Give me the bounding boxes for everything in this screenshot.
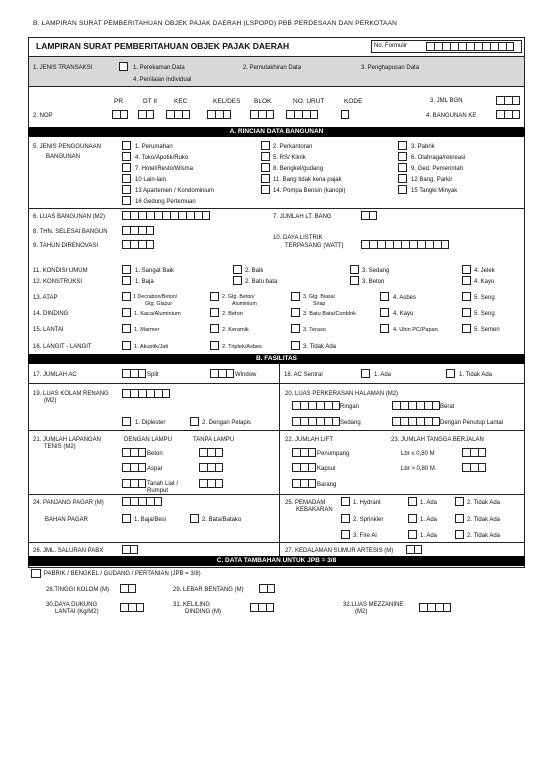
jpb-checkbox[interactable] — [398, 185, 407, 194]
jml-bgn-label: 3. JML BGN — [430, 98, 463, 104]
konstruksi-opt2: 2. Batu bata — [245, 279, 278, 285]
sprinkler-checkbox[interactable] — [341, 514, 350, 523]
langit-checkbox[interactable] — [210, 341, 219, 350]
lift-penumpang-label: Penumpang — [317, 451, 350, 457]
lift-penumpang-input[interactable] — [292, 448, 316, 457]
atap-opt3-line2: Sirap — [313, 301, 326, 307]
perkerasan-ringan-input[interactable] — [292, 401, 340, 410]
jpb-checkbox[interactable] — [122, 152, 131, 161]
kondisi-opt2: 2. Baik — [245, 268, 264, 274]
lantai-checkbox[interactable] — [462, 324, 471, 333]
tangga-label: 23. JUMLAH TANGGA BERJALAN — [391, 437, 484, 443]
jpb-checkbox[interactable] — [261, 152, 270, 161]
bangunan-ke-input[interactable] — [496, 110, 520, 119]
jpb-item: 14. Pompa Bensin (kanopi) — [273, 188, 346, 194]
daya-dukung-label: 30.DAYA DUKUNG — [46, 602, 98, 608]
jpb-item: 9. Ged. Pemerintah — [411, 166, 464, 172]
kolam-label2: (M2) — [44, 398, 57, 404]
jpb-checkbox[interactable] — [122, 174, 131, 183]
langit-opt1: 1. Akustik/Jati — [134, 344, 169, 350]
lift-label: 22. JUMLAH LIFT — [285, 437, 334, 443]
mezzanine-input[interactable] — [419, 603, 451, 612]
tenis-label2: TENIS (M2) — [44, 444, 76, 450]
nop-dt-header: DT II — [143, 98, 157, 105]
sprinkler-ada-label: 1. Ada — [420, 517, 438, 523]
atap-opt2: 2. Gtg. Beton/ — [222, 294, 255, 300]
lift-kapsul-label: Kapsul — [317, 466, 336, 472]
perkerasan-sedang-label: Sedang — [340, 420, 361, 426]
transaksi-opt2: 2. Pemutakhiran Data — [243, 65, 302, 71]
konstruksi-opt3: 3. Beton — [362, 279, 385, 285]
kondisi-checkbox[interactable] — [462, 265, 471, 274]
daya-dukung-input[interactable] — [120, 603, 144, 612]
pagar-label: 24. PANJANG PAGAR (M) — [33, 500, 104, 506]
nop-blok-input[interactable] — [250, 110, 274, 119]
fire-alarm-ada-label: 1. Ada — [420, 533, 438, 539]
nop-kode-header: KODE — [344, 98, 363, 105]
pabx-label: 26. JML. SALURAN PABX — [33, 548, 104, 554]
jpb-item: 12 Bang. Parkir — [411, 177, 453, 183]
jpb-item: 15 Tangki Minyak — [411, 188, 458, 194]
dinding-checkbox[interactable] — [380, 308, 389, 317]
ac-window-label: Window — [235, 372, 257, 378]
kolam-checkbox[interactable] — [190, 417, 199, 426]
luas-bangunan-label: 6. LUAS BANGUNAN (M2) — [33, 214, 106, 220]
konstruksi-checkbox[interactable] — [122, 276, 131, 285]
lift-kapsul-input[interactable] — [292, 463, 316, 472]
lantai-checkbox[interactable] — [380, 324, 389, 333]
konstruksi-opt4: 4. Kayu — [474, 279, 495, 285]
divider — [28, 56, 525, 57]
atap-checkbox[interactable] — [380, 292, 389, 301]
jumlah-lantai-label: 7. JUMLAH LT. BANG — [273, 214, 332, 220]
tenis-aspal-lampu-input[interactable] — [122, 463, 146, 472]
jpb-item: 3. Pabrik — [411, 144, 435, 150]
tangga-l2-input[interactable] — [462, 463, 486, 472]
kolam-input[interactable] — [122, 389, 170, 398]
pemadam-label2: KEBAKARAN — [296, 507, 333, 513]
lift-barang-label: Barang — [317, 482, 337, 488]
page-header: B. LAMPIRAN SURAT PEMBERITAHUAN OBJEK PAJAK DAERAH (LSPOPD) PBB PERDESAAN DAN PERKOTAAN — [33, 20, 398, 27]
nop-urut-input[interactable] — [286, 110, 318, 119]
pabx-input[interactable] — [122, 545, 138, 554]
jpb-checkbox[interactable] — [261, 141, 270, 150]
jpb-item: 13 Apartemen / Kondominium — [135, 188, 215, 194]
lantai-checkbox[interactable] — [291, 324, 300, 333]
column-divider — [279, 364, 280, 556]
tahun-renovasi-input[interactable] — [122, 240, 154, 249]
pagar-opt2: 2. Bata/Batako — [202, 517, 242, 523]
tenis-tanah-label2: Rumput — [147, 488, 169, 494]
ac-tidak-label: 1. Tidak Ada — [459, 372, 493, 378]
bangunan-ke-label: 4. BANGUNAN KE — [426, 113, 477, 119]
pagar-checkbox[interactable] — [190, 514, 199, 523]
jenis-transaksi-label: 1. JENIS TRANSAKSI — [33, 65, 93, 71]
jumlah-ac-label: 17. JUMLAH AC — [33, 372, 77, 378]
kondisi-checkbox[interactable] — [233, 265, 242, 274]
perkerasan-label: 20. LUAS PERKERASAN HALAMAN (M2) — [285, 391, 399, 397]
lebar-bentang-label: 29. LEBAR BENTANG (M) — [173, 587, 244, 593]
perkerasan-berat-label: Berat — [440, 404, 455, 410]
dinding-opt3: 3. Batu Bata/Conblok — [303, 311, 356, 317]
form-title: LAMPIRAN SURAT PEMBERITAHUAN OBJEK PAJAK DAERAH — [36, 41, 290, 51]
perkerasan-berat-input[interactable] — [392, 401, 440, 410]
dinding-checkbox[interactable] — [462, 308, 471, 317]
langit-checkbox[interactable] — [291, 341, 300, 350]
ac-sentral-checkbox[interactable] — [361, 369, 370, 378]
transaksi-opt1: 1. Perekaman Data — [133, 65, 185, 71]
dinding-opt4: 4. Kayu — [393, 311, 414, 317]
dinding-checkbox[interactable] — [122, 308, 131, 317]
section-a-header: A. RINCIAN DATA BANGUNAN — [28, 127, 525, 137]
pagar-checkbox[interactable] — [122, 514, 131, 523]
jpb-item: 16 Gedung Pertemuan — [135, 199, 196, 205]
nop-label: 2. NOP — [33, 113, 53, 119]
nop-blok-header: BLOK — [254, 98, 272, 105]
tenis-tanah-tanpa-input[interactable] — [199, 479, 223, 488]
nop-kec-input[interactable] — [166, 110, 190, 119]
jpb-checkbox[interactable] — [398, 141, 407, 150]
tahun-renovasi-label: 9. TAHUN DIRENOVASI — [33, 243, 99, 249]
fire-alarm-tidak-checkbox[interactable] — [455, 530, 464, 539]
divider — [28, 208, 525, 209]
lantai-opt4: 4. Ubin PC/Papan — [393, 327, 438, 333]
tenis-beton-label: Beton — [147, 451, 163, 457]
dinding-opt1: 1. Kaca/Aluminium — [134, 311, 181, 317]
sprinkler-label: 2. Sprinkler — [353, 517, 384, 523]
dinding-checkbox[interactable] — [291, 308, 300, 317]
atap-opt4: 4. Asbes — [393, 295, 417, 301]
jpb-item: 6. Olahraga/rekreasi — [411, 155, 466, 161]
atap-opt1-line2: Gtg. Glazur — [145, 301, 173, 307]
atap-checkbox[interactable] — [291, 292, 300, 301]
perkerasan-penutup-label: Dengan Penutup Lantai — [440, 420, 504, 426]
nop-kec-header: KEC — [174, 98, 188, 105]
sprinkler-tidak-checkbox[interactable] — [455, 514, 464, 523]
perkerasan-penutup-input[interactable] — [392, 417, 440, 426]
kondisi-checkbox[interactable] — [350, 265, 359, 274]
jpb-checkbox[interactable] — [122, 185, 131, 194]
transaksi-checkbox[interactable] — [119, 62, 128, 71]
dinding-checkbox[interactable] — [210, 308, 219, 317]
sprinkler-tidak-label: 2. Tidak Ada — [467, 517, 501, 523]
tangga-l1-input[interactable] — [462, 448, 486, 457]
atap-label: 13. ATAP — [33, 295, 58, 301]
kondisi-opt1: 1. Sangat Baik — [135, 268, 175, 274]
ac-sentral-checkbox[interactable] — [446, 369, 455, 378]
jpb-item: 1. Perumahan — [135, 144, 173, 150]
lantai-checkbox[interactable] — [122, 324, 131, 333]
divider — [28, 86, 525, 87]
tangga-l1-label: Lbr ≤ 0,80 M — [401, 451, 435, 457]
jpb-checkbox[interactable] — [261, 185, 270, 194]
konstruksi-checkbox[interactable] — [462, 276, 471, 285]
section-c-header: C. DATA TAMBAHAN UNTUK JPB = 3/8 — [28, 556, 525, 566]
hydrant-checkbox[interactable] — [341, 497, 350, 506]
jpb-checkbox[interactable] — [261, 174, 270, 183]
tenis-tanah-lampu-input[interactable] — [122, 479, 146, 488]
tenis-aspal-label: Aspal — [147, 466, 163, 472]
kolam-checkbox[interactable] — [122, 417, 131, 426]
atap-opt3: 3. Gtg. Biasa/ — [303, 294, 336, 300]
perkerasan-sedang-input[interactable] — [292, 417, 340, 426]
thn-selesai-label: 8. THN. SELESAI BANGUN — [33, 229, 108, 235]
tinggi-kolom-label: 28.TINGGI KOLOM (M) — [46, 587, 110, 593]
pabrik-checkbox[interactable] — [31, 569, 41, 578]
langit-opt3: 3. Tidak Ada — [303, 344, 337, 350]
tenis-lampu-header: DENGAN LAMPU — [124, 437, 173, 443]
jpb-item: 8. Bengkel/gudang — [273, 166, 324, 172]
ac-split-input[interactable] — [122, 369, 146, 378]
tenis-label: 21. JUMLAH LAPANGAN — [33, 437, 101, 443]
tenis-aspal-tanpa-input[interactable] — [199, 463, 223, 472]
jpb-item: 7. Hotel/Resto/Wisma — [135, 166, 194, 172]
jpb-item: 5. RS/ Klinik — [273, 155, 306, 161]
divider — [28, 494, 525, 495]
konstruksi-checkbox[interactable] — [233, 276, 242, 285]
ac-window-input[interactable] — [210, 369, 234, 378]
fire-alarm-ada-checkbox[interactable] — [408, 530, 417, 539]
daya-listrik-label2: TERPASANG (WATT) — [285, 243, 344, 249]
jpb-checkbox[interactable] — [261, 163, 270, 172]
jml-bgn-input[interactable] — [496, 96, 520, 105]
mezzanine-label: 32.LUAS MEZZANINE — [343, 602, 404, 608]
atap-checkbox[interactable] — [122, 292, 131, 301]
nop-urut-header: NO. URUT — [293, 98, 325, 105]
kondisi-label: 11. KONDISI UMUM — [33, 268, 88, 274]
lantai-opt3: 3. Teraso — [303, 327, 326, 333]
dinding-opt2: 2. Beton — [222, 311, 243, 317]
lantai-label: 15. LANTAI — [33, 327, 64, 333]
thn-selesai-input[interactable] — [122, 226, 154, 235]
nop-pr-header: PR — [114, 98, 124, 105]
hydrant-tidak-checkbox[interactable] — [455, 497, 464, 506]
jenis-penggunaan-label: 5. JENIS PENGGUNAAN — [33, 144, 102, 150]
daya-dukung-label2: LANTAI (Kg/M2) — [55, 609, 99, 615]
jpb-checkbox[interactable] — [122, 196, 131, 205]
sumur-label: 27. KEDALAMAN SUMUR ARTESIS (M) — [285, 548, 394, 554]
lift-barang-input[interactable] — [292, 479, 316, 488]
kondisi-opt3: 3. Sedang — [362, 268, 390, 274]
hydrant-label: 1. Hydrant — [353, 500, 381, 506]
tenis-beton-tanpa-input[interactable] — [199, 448, 223, 457]
kondisi-checkbox[interactable] — [122, 265, 131, 274]
kolam-opt1: 1. Diplester — [135, 420, 166, 426]
mezzanine-label2: (M2) — [355, 609, 368, 615]
jpb-checkbox[interactable] — [122, 163, 131, 172]
pemadam-label: 25. PEMADAM — [285, 500, 326, 506]
form-number-input[interactable] — [426, 42, 514, 51]
hydrant-ada-label: 1. Ada — [420, 500, 438, 506]
atap-checkbox[interactable] — [462, 292, 471, 301]
atap-opt5: 5. Seng — [474, 295, 495, 301]
tangga-l2-label: Lbr > 0,80 M — [401, 466, 435, 472]
section-b-header: B. FASILITAS — [28, 354, 525, 364]
jpb-item: 2. Perkantoran — [273, 144, 313, 150]
jpb-item: 4. Toko/Apotik/Ruko — [135, 155, 189, 161]
ac-sentral-label: 18. AC Sentral — [284, 372, 323, 378]
jpb-checkbox[interactable] — [398, 152, 407, 161]
langit-checkbox[interactable] — [122, 341, 131, 350]
nop-dt-input[interactable] — [138, 110, 154, 119]
atap-opt2-line2: Aluminium — [232, 301, 257, 307]
keliling-label2: DINDING (M) — [185, 609, 221, 615]
fire-alarm-label: 3. Fire Al — [353, 533, 377, 539]
langit-opt2: 2. Triplek/Asbes — [222, 344, 262, 350]
konstruksi-label: 12. KONSTRUKSI — [33, 279, 83, 285]
keliling-label: 31. KELILING — [173, 602, 211, 608]
jpb-item: 10 Lain-lain — [135, 177, 167, 183]
keliling-input[interactable] — [250, 603, 274, 612]
jpb-checkbox[interactable] — [122, 141, 131, 150]
kolam-label: 19. LUAS KOLAM RENANG — [33, 391, 109, 397]
tinggi-kolom-input[interactable] — [120, 584, 136, 593]
tenis-tanpa-header: TANPA LAMPU — [193, 437, 235, 443]
lantai-opt1: 1. Marmer — [134, 327, 160, 333]
jpb-checkbox[interactable] — [398, 174, 407, 183]
hydrant-tidak-label: 2. Tidak Ada — [467, 500, 501, 506]
nop-kel-header: KEL/DES — [213, 98, 241, 105]
ac-ada-label: 1. Ada — [374, 372, 392, 378]
pabrik-label: PABRIK / BENGKEL / GUDANG / PERTANIAN (JPB = 3/8) — [44, 571, 201, 577]
transaksi-opt3: 3. Penghapusan Data — [361, 65, 420, 71]
jpb-item: 11. Bang tidak kena pajak — [273, 177, 342, 183]
ac-split-label: Split — [147, 372, 159, 378]
lantai-opt5: 5. Semen — [474, 327, 500, 333]
tenis-tanah-label: Tanah Liat / — [147, 481, 179, 487]
kondisi-opt4: 4. Jelek — [474, 268, 495, 274]
pagar-opt1: 1. Baja/Besi — [134, 517, 167, 523]
divider — [28, 430, 525, 431]
lantai-checkbox[interactable] — [210, 324, 219, 333]
lantai-opt2: 2. Keramik — [222, 327, 249, 333]
fire-alarm-tidak-label: 2. Tidak Ada — [467, 533, 501, 539]
luas-bangunan-input[interactable] — [122, 211, 210, 220]
langit-label: 16. LANGIT - LANGIT — [33, 344, 92, 350]
nop-kode-input[interactable] — [341, 110, 349, 119]
divider — [28, 542, 525, 543]
form-number-label: No. Formulir — [374, 43, 408, 49]
dinding-label: 14. DINDING — [33, 311, 69, 317]
divider — [28, 383, 525, 384]
lebar-bentang-input[interactable] — [259, 584, 275, 593]
sumur-input[interactable] — [406, 545, 422, 554]
atap-checkbox[interactable] — [210, 292, 219, 301]
kolam-opt2: 2. Dengan Pelapis — [202, 420, 252, 426]
hydrant-ada-checkbox[interactable] — [408, 497, 417, 506]
tenis-beton-lampu-input[interactable] — [122, 448, 146, 457]
pagar-input[interactable] — [122, 497, 162, 506]
jenis-penggunaan-label2: BANGUNAN — [46, 154, 81, 160]
atap-opt1: 1 Decrabon/Beton/ — [133, 294, 178, 300]
transaksi-opt4: 4. Penilaian Individual — [133, 77, 192, 83]
sprinkler-ada-checkbox[interactable] — [408, 514, 417, 523]
jpb-checkbox[interactable] — [398, 163, 407, 172]
fire-alarm-checkbox[interactable] — [341, 530, 350, 539]
daya-listrik-input[interactable] — [361, 240, 449, 249]
jumlah-lantai-input[interactable] — [361, 211, 377, 220]
nop-pr-input[interactable] — [112, 110, 128, 119]
nop-kel-input[interactable] — [207, 110, 231, 119]
konstruksi-checkbox[interactable] — [350, 276, 359, 285]
daya-listrik-label: 10. DAYA LISTRIK — [273, 235, 323, 241]
dinding-opt5: 5. Seng — [474, 311, 495, 317]
bahan-pagar-label: BAHAN PAGAR — [45, 517, 88, 523]
konstruksi-opt1: 1. Baja — [135, 279, 154, 285]
perkerasan-ringan-label: Ringan — [340, 404, 360, 410]
